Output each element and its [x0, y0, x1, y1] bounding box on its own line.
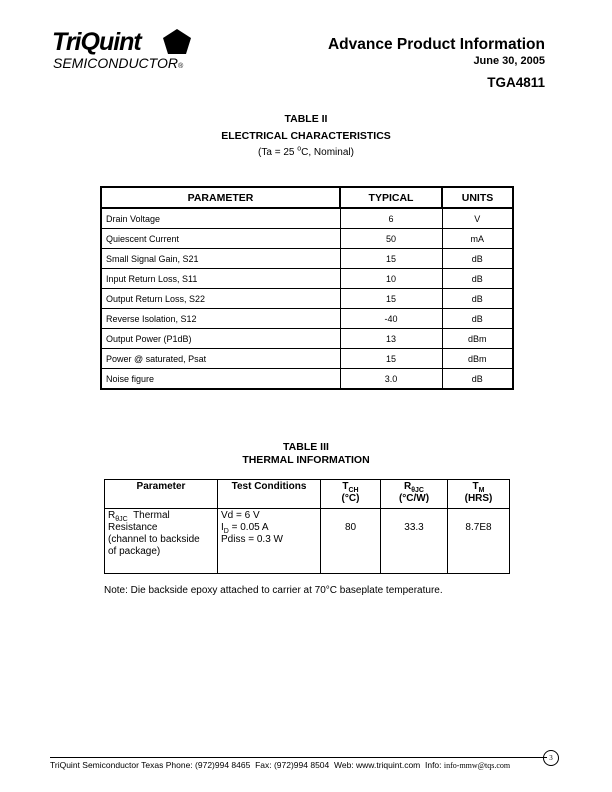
electrical-characteristics-table — [100, 186, 514, 390]
pentagon-logo-icon — [161, 28, 193, 56]
cell-typical: 10 — [340, 269, 442, 289]
cell-typical: -40 — [340, 309, 442, 329]
table-row — [101, 309, 513, 329]
cell-tch: 80 — [321, 509, 381, 574]
cell-parameter: Drain Voltage — [101, 208, 340, 229]
table-row — [101, 329, 513, 349]
cell-typical: 15 — [340, 249, 442, 269]
table3-label: TABLE III — [283, 441, 329, 453]
note-text: Note: Die backside epoxy attached to carrier at 70°C baseplate temperature. — [104, 585, 443, 596]
thermal-information-table — [104, 479, 510, 574]
table2-title: ELECTRICAL CHARACTERISTICS — [221, 130, 391, 142]
cell-units: V — [442, 208, 513, 229]
table3-title: THERMAL INFORMATION — [242, 454, 370, 466]
cell-parameter: Noise figure — [101, 369, 340, 390]
cell-units: dBm — [442, 349, 513, 369]
cell-units: dB — [442, 289, 513, 309]
cell-parameter: Reverse Isolation, S12 — [101, 309, 340, 329]
cell-parameter: Output Return Loss, S22 — [101, 289, 340, 309]
table-row — [101, 369, 513, 390]
cell-parameter: $R_{\theta JC}$ Thermal Resistance (channel to backside of package) — [105, 509, 218, 574]
table-row — [101, 269, 513, 289]
column-header-tm: $T_M$ (HRS) — [448, 480, 510, 509]
cell-parameter: Output Power (P1dB) — [101, 329, 340, 349]
cell-typical: 13 — [340, 329, 442, 349]
table-row — [101, 208, 513, 229]
cell-rth: 33.3 — [381, 509, 448, 574]
cell-typical: 50 — [340, 229, 442, 249]
cell-units: dB — [442, 369, 513, 390]
table-row — [101, 249, 513, 269]
table2-condition: (Ta = 25 $^o$C, Nominal) — [258, 145, 354, 158]
cell-units: dB — [442, 309, 513, 329]
cell-test-conditions: Vd = 6 V $I_D = 0.05$ A Pdiss = 0.3 W — [218, 509, 321, 574]
footer-contact: TriQuint Semiconductor Texas Phone: (972)994 8465 Fax: (972)994 8504 Web: www.triquint.com Info: info-mmw@tqs.com — [50, 760, 511, 770]
part-number: TGA4811 — [487, 75, 545, 90]
cell-parameter: Power @ saturated, Psat — [101, 349, 340, 369]
cell-units: dB — [442, 249, 513, 269]
footer-email-link[interactable]: info-mmw@tqs.com — [443, 761, 511, 770]
cell-tm: 8.7E8 — [448, 509, 510, 574]
cell-units: dB — [442, 269, 513, 289]
logo-name: TriQuint — [52, 28, 141, 56]
table-row — [101, 229, 513, 249]
cell-parameter: Small Signal Gain, S21 — [101, 249, 340, 269]
cell-typical: 15 — [340, 289, 442, 309]
page-number: 3 — [543, 750, 559, 766]
logo-subtitle: SEMICONDUCTOR® — [53, 55, 184, 71]
cell-units: dBm — [442, 329, 513, 349]
cell-parameter: Input Return Loss, S11 — [101, 269, 340, 289]
cell-typical: 6 — [340, 208, 442, 229]
column-header-typical: TYPICAL — [340, 187, 442, 208]
table-row — [105, 509, 510, 574]
column-header-rth: $R_{\theta JC}$ (°C/W) — [381, 480, 448, 509]
cell-typical: 3.0 — [340, 369, 442, 390]
document-date: June 30, 2005 — [473, 55, 545, 67]
table-header-row — [105, 480, 510, 509]
table-row — [101, 289, 513, 309]
table-header-row — [101, 187, 513, 208]
column-header-parameter: Parameter — [105, 480, 218, 509]
company-logo — [52, 28, 202, 78]
column-header-parameter: PARAMETER — [101, 187, 340, 208]
table-row — [101, 349, 513, 369]
column-header-units: UNITS — [442, 187, 513, 208]
footer-divider — [50, 757, 547, 758]
column-header-test-conditions: Test Conditions — [218, 480, 321, 509]
table2-label: TABLE II — [284, 113, 328, 125]
cell-units: mA — [442, 229, 513, 249]
column-header-tch: $T_{CH}$ (°C) — [321, 480, 381, 509]
document-title: Advance Product Information — [327, 36, 545, 53]
cell-parameter: Quiescent Current — [101, 229, 340, 249]
cell-typical: 15 — [340, 349, 442, 369]
